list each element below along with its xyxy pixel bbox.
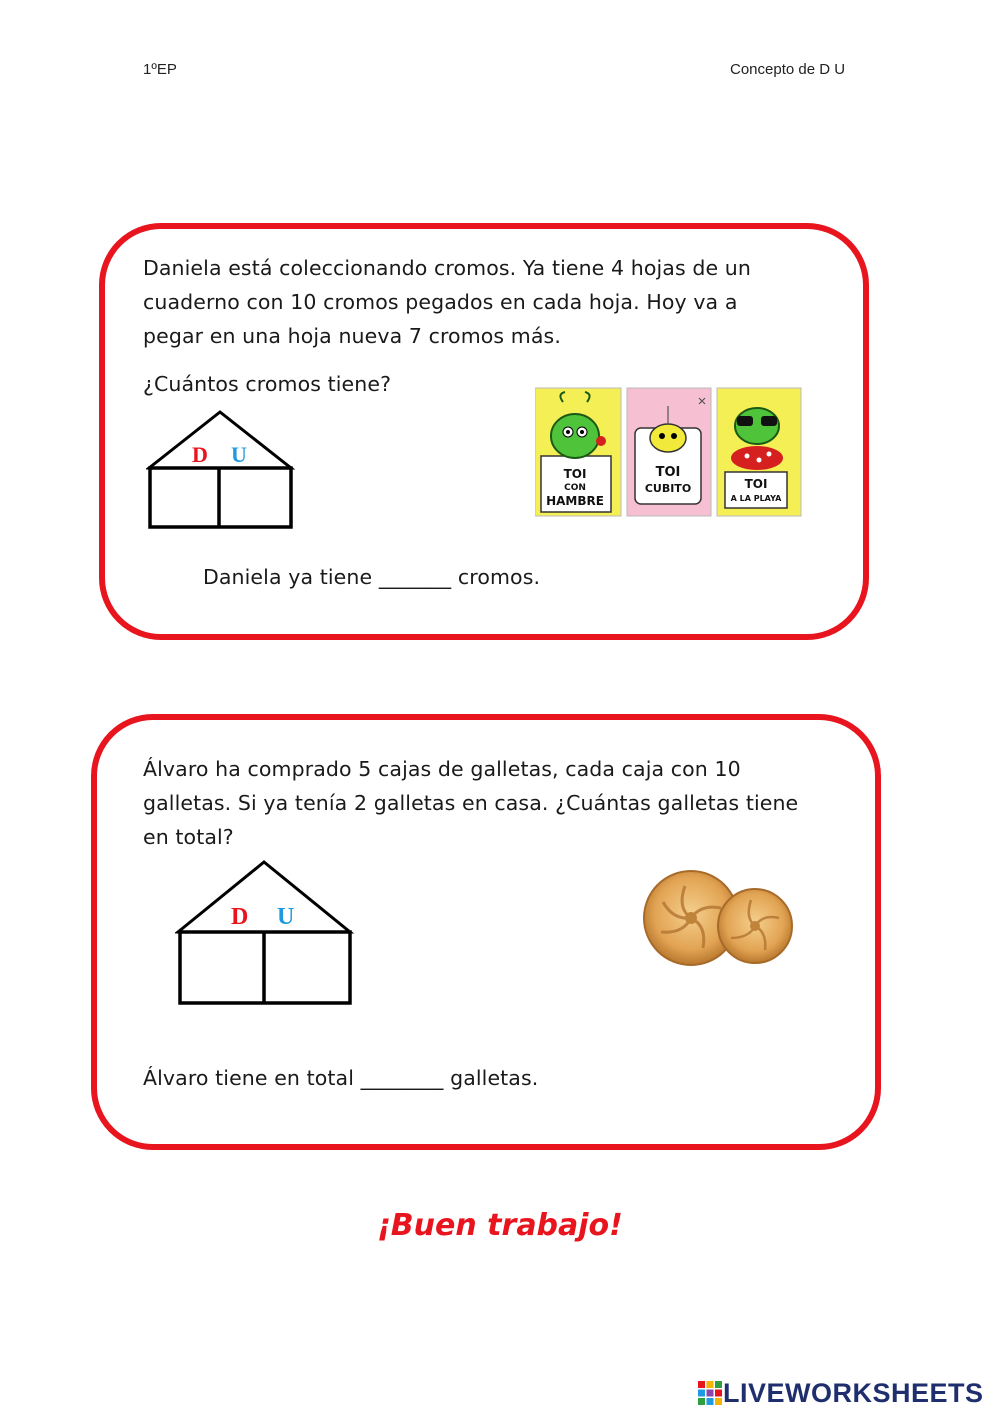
problem-2-line-3: en total? — [143, 825, 234, 849]
topic-label: Concepto de D U — [730, 61, 846, 78]
cookies-illustration — [643, 864, 793, 980]
liveworksheets-grid-icon — [697, 1380, 723, 1406]
problem-1-question: ¿Cuántos cromos tiene? — [143, 372, 392, 396]
svg-text:HAMBRE: HAMBRE — [546, 494, 604, 508]
tens-label: D — [192, 442, 208, 467]
sticker-card-ice-cube — [627, 388, 711, 516]
problem-2-line-1: Álvaro ha comprado 5 cajas de galletas, cada caja con 10 — [143, 757, 741, 781]
svg-text:TOI: TOI — [563, 467, 587, 481]
problem-1-line-3: pegar en una hoja nueva 7 cromos más. — [143, 324, 561, 348]
problem-1-line-1: Daniela está coleccionando cromos. Ya tiene 4 hojas de un — [143, 256, 751, 280]
grade-label: 1ºEP — [143, 61, 177, 78]
problem-2-line-2: galletas. Si ya tenía 2 galletas en casa. ¿Cuántas galletas tiene — [143, 791, 799, 815]
svg-text:CON: CON — [564, 483, 586, 493]
answer-1-blank[interactable]: _______ — [378, 565, 452, 589]
sticker-card-hungry — [535, 388, 621, 516]
units-label: U — [231, 442, 247, 467]
place-value-house-2 — [175, 860, 355, 1008]
sticker-card-beach — [717, 388, 801, 516]
units-label: U — [277, 904, 295, 930]
problem-1-line-2: cuaderno con 10 cromos pegados en cada hoja. Hoy va a — [143, 290, 738, 314]
place-value-house-1 — [146, 410, 296, 532]
svg-text:CUBITO: CUBITO — [644, 482, 692, 495]
tens-label: D — [231, 904, 249, 930]
problem-2-answer-sentence — [143, 1061, 538, 1095]
answer-1-suffix: cromos. — [457, 565, 541, 589]
svg-text:TOI: TOI — [655, 465, 681, 480]
good-job-message: ¡Buen trabajo! — [377, 1208, 623, 1243]
answer-2-suffix: galletas. — [450, 1066, 539, 1090]
liveworksheets-wordmark: LIVEWORKSHEETS — [723, 1378, 984, 1408]
svg-text:TOI: TOI — [744, 477, 768, 491]
liveworksheets-logo[interactable] — [697, 1379, 984, 1407]
problem-1-answer-sentence — [203, 560, 540, 594]
svg-text:A LA PLAYA: A LA PLAYA — [730, 494, 782, 503]
stickers-illustration — [535, 386, 803, 522]
answer-2-prefix: Álvaro tiene en total — [143, 1066, 355, 1090]
cookie-right — [718, 889, 792, 963]
answer-1-prefix: Daniela ya tiene — [203, 565, 373, 589]
answer-2-blank[interactable]: ________ — [360, 1066, 444, 1090]
